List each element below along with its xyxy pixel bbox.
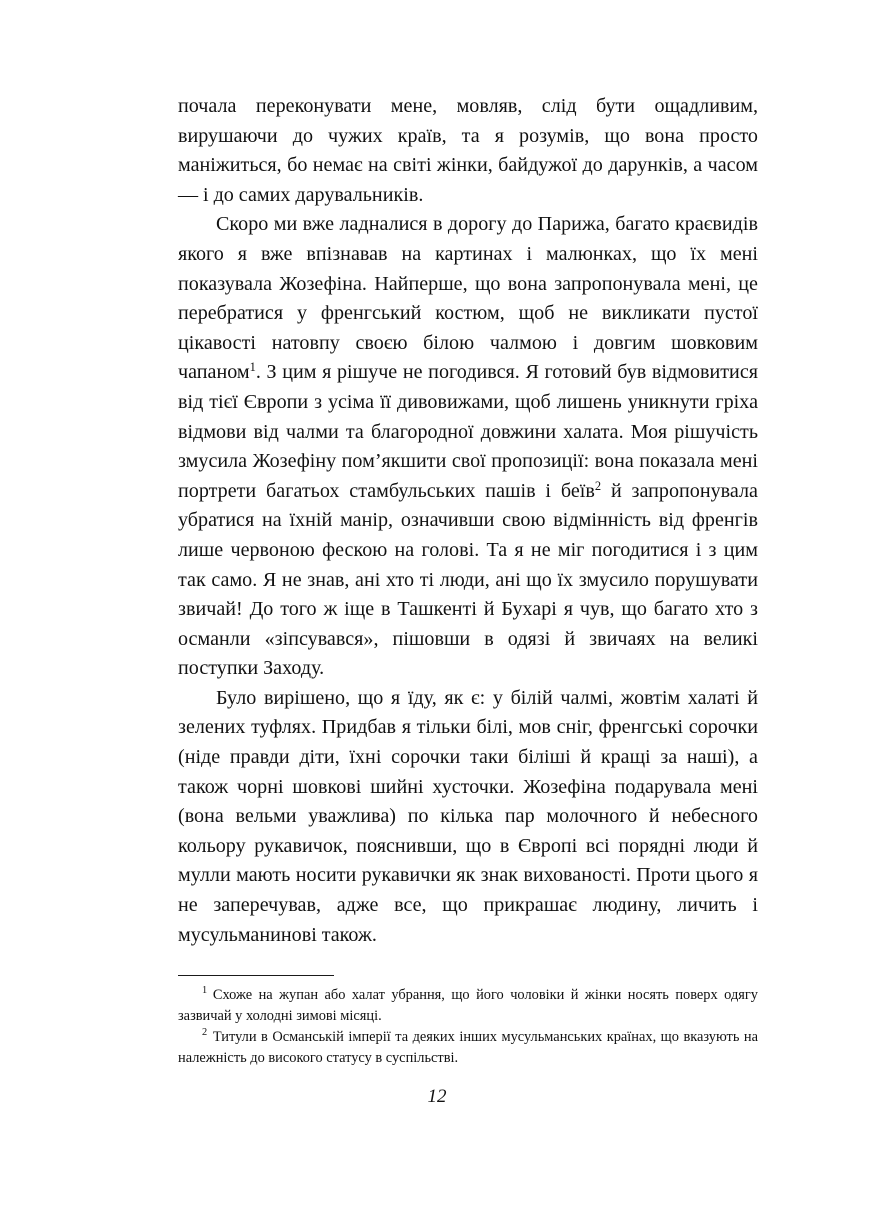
footnote-2-text: Титули в Османській імперії та деяких інших мусульманських країнах, що вказують на належність до високого статусу в суспільстві. — [178, 1029, 758, 1066]
page-number: 12 — [427, 1086, 447, 1107]
footnote-2 — [178, 1027, 758, 1068]
paragraph-2-text-part-b: . З цим я рішуче не погодився. Я готовий був відмовитися від тієї Європи з усіма її дивовижами, щоб лишень уникнути гріха відмови від чалми та благородної довжини халата. Моя рішучість змусила Жозефіну пом’якшити свої пропозиції: вона показала мені портрети багатьох стамбульських пашів і беїв — [178, 361, 758, 502]
paragraph-1 — [178, 92, 758, 210]
footnote-2-marker: 2 — [202, 1026, 208, 1038]
paragraph-2 — [178, 210, 758, 684]
paragraph-3 — [178, 684, 758, 950]
paragraph-3-text: Було вирішено, що я їду, як є: у білій чалмі, жовтім халаті й зелених туфлях. Придбав я тільки білі, мов сніг, френгські сорочки (ніде правди діти, їхні сорочки таки біліші й кращі за наші), а також чорні шовкові шийні хусточки. Жозефіна подарувала мені (вона вельми уважлива) по кілька пар молочного й небесного кольору рукавичок, пояснивши, що в Європі всі порядні люди й мулли мають носити рукавички як знак вихованості. Проти цього я не заперечував, адже все, що прикрашає людину, личить і мусульманинові також. — [178, 686, 758, 946]
footnote-1-text: Схоже на жупан або халат убрання, що його чоловіки й жінки носять поверх одягу зазвичай у холодні зимові місяці. — [178, 987, 758, 1024]
footnote-1-marker: 1 — [202, 984, 208, 996]
body-text-block — [178, 92, 758, 950]
paragraph-2-text-part-c: й запропонувала убратися на їхній манір, означивши свою відмінність від френгів лише червоною фескою на голові. Та я не міг погодитися і з цим так само. Я не знав, ані хто ті люди, ані що їх змусило порушувати звичай! До того ж іще в Ташкенті й Бухарі я чув, що багато хто з османли «зіпсувався», пішовши в одязі й звичаях на великі поступки Заходу. — [178, 479, 758, 680]
footnote-ref-2[interactable]: 2 — [594, 478, 602, 493]
footnote-ref-1[interactable]: 1 — [249, 360, 256, 375]
paragraph-2-text-part-a: Скоро ми вже ладналися в дорогу до Парижа, багато краєвидів якого я вже впізнавав на картинах і малюнках, що їх мені показувала Жозефіна. Найперше, що вона запропонувала мені, це перебратися у френгський костюм, щоб не викликати пустої цікавості натовпу своєю білою чалмою і довгим шовковим чапаном — [178, 213, 758, 384]
footnote-section — [178, 975, 758, 1068]
footnote-1 — [178, 985, 758, 1026]
paragraph-1-text: почала переконувати мене, мовляв, слід бути ощадливим, вирушаючи до чужих країв, та я розумів, що вона просто маніжиться, бо немає на світі жінки, байдужої до дарунків, а часом — і до самих дарувальників. — [178, 95, 758, 206]
footnote-separator-rule — [178, 975, 334, 976]
